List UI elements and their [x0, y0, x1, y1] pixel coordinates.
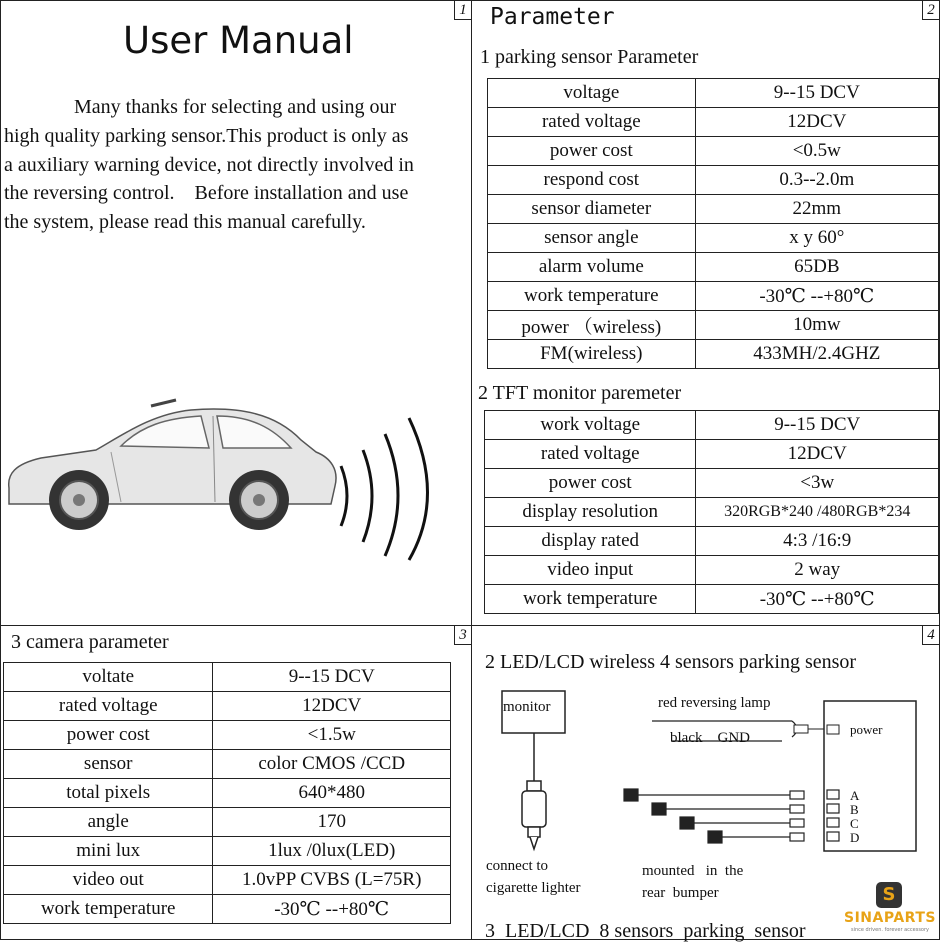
panel-user-manual	[0, 0, 472, 626]
table-row	[485, 585, 939, 614]
brand-tagline: since driven. forever accessory	[850, 927, 930, 933]
param-name-cell: work temperature	[485, 585, 696, 614]
cigarette-lighter-icon	[522, 781, 546, 849]
param-name-cell: rated voltage	[488, 108, 696, 137]
param-value-cell: 9--15 DCV	[695, 79, 938, 108]
table-row	[4, 895, 451, 924]
panel-number: 1	[454, 1, 471, 20]
param-value-cell: 9--15 DCV	[213, 663, 451, 692]
param-value-cell: -30℃ --+80℃	[213, 895, 451, 924]
panel-camera	[0, 625, 472, 940]
param-name-cell: alarm volume	[488, 253, 696, 282]
black-wire-label: black GND	[670, 730, 750, 746]
param-name-cell: sensor	[4, 750, 213, 779]
monitor-label: monitor	[503, 699, 551, 715]
param-value-cell: 1.0vPP CVBS (L=75R)	[213, 866, 451, 895]
param-name-cell: respond cost	[488, 166, 696, 195]
port-label: D	[850, 830, 860, 845]
intro-line: high quality parking sensor.This product is only as	[4, 125, 409, 147]
param-name-cell: total pixels	[4, 779, 213, 808]
param-name-cell: power cost	[485, 469, 696, 498]
param-value-cell: <0.5w	[695, 137, 938, 166]
section-title: 3 camera parameter	[11, 631, 169, 653]
param-name-cell: sensor angle	[488, 224, 696, 253]
table-row	[4, 692, 451, 721]
param-name-cell: power cost	[4, 721, 213, 750]
section-title: 1 parking sensor Parameter	[480, 46, 699, 68]
bumper-label: mounted in the	[642, 863, 744, 879]
table-row	[4, 779, 451, 808]
port-label: C	[850, 816, 859, 831]
table-row	[485, 440, 939, 469]
panel-number: 3	[454, 626, 471, 645]
lighter-label: connect to	[486, 858, 549, 874]
page-title: User Manual	[123, 19, 354, 62]
param-value-cell: 10mw	[695, 311, 938, 340]
table-row	[488, 166, 939, 195]
param-name-cell: work temperature	[488, 282, 696, 311]
section-title: 2 LED/LCD wireless 4 sensors parking sensor	[485, 651, 857, 673]
bumper-label: rear bumper	[642, 885, 719, 901]
param-name-cell: sensor diameter	[488, 195, 696, 224]
port-label: A	[850, 788, 860, 803]
param-name-cell: rated voltage	[485, 440, 696, 469]
logo-icon: S	[876, 882, 902, 908]
param-name-cell: display rated	[485, 527, 696, 556]
section-title: 2 TFT monitor paremeter	[478, 382, 682, 404]
table-row	[4, 808, 451, 837]
table-row	[4, 750, 451, 779]
param-name-cell: voltate	[4, 663, 213, 692]
table-row	[488, 282, 939, 311]
table-row	[485, 556, 939, 585]
table-row	[4, 866, 451, 895]
port-label: B	[850, 802, 859, 817]
intro-line: Many thanks for selecting and using our	[74, 96, 397, 118]
intro-line: the system, please read this manual carefully.	[4, 211, 366, 233]
param-value-cell: 640*480	[213, 779, 451, 808]
param-name-cell: work temperature	[4, 895, 213, 924]
param-value-cell: 9--15 DCV	[696, 411, 939, 440]
power-label: power	[850, 722, 883, 737]
table-row	[488, 137, 939, 166]
param-name-cell: video out	[4, 866, 213, 895]
param-name-cell: display resolution	[485, 498, 696, 527]
intro-line: the reversing control. Before installation and use	[4, 182, 409, 204]
panel-number: 2	[922, 1, 939, 20]
param-value-cell: 2 way	[696, 556, 939, 585]
param-value-cell: color CMOS /CCD	[213, 750, 451, 779]
camera-table	[3, 662, 451, 924]
param-value-cell: 12DCV	[213, 692, 451, 721]
param-value-cell: 65DB	[695, 253, 938, 282]
brand-name: SINAPARTS	[844, 910, 936, 926]
car-icon	[9, 400, 336, 530]
param-value-cell: 320RGB*240 /480RGB*234	[696, 498, 939, 527]
param-name-cell: work voltage	[485, 411, 696, 440]
table-row	[488, 311, 939, 340]
param-value-cell: -30℃ --+80℃	[695, 282, 938, 311]
table-row	[485, 411, 939, 440]
sinaparts-watermark	[843, 880, 937, 936]
tft-monitor-table	[484, 410, 939, 614]
param-value-cell: 0.3--2.0m	[695, 166, 938, 195]
table-row	[4, 663, 451, 692]
param-name-cell: angle	[4, 808, 213, 837]
table-row	[488, 224, 939, 253]
param-value-cell: 12DCV	[696, 440, 939, 469]
param-name-cell: power （wireless)	[488, 311, 696, 340]
param-value-cell: 170	[213, 808, 451, 837]
car-with-sensor-waves-illustration	[1, 396, 471, 566]
panel-parameter	[471, 0, 940, 626]
param-value-cell: <3w	[696, 469, 939, 498]
table-row	[485, 469, 939, 498]
param-value-cell: -30℃ --+80℃	[696, 585, 939, 614]
table-row	[485, 527, 939, 556]
table-row	[488, 340, 939, 369]
table-row	[488, 79, 939, 108]
table-row	[4, 837, 451, 866]
section-heading: Parameter	[490, 4, 615, 30]
table-row	[488, 108, 939, 137]
param-name-cell: voltage	[488, 79, 696, 108]
param-value-cell: 22mm	[695, 195, 938, 224]
param-value-cell: 433MH/2.4GHZ	[695, 340, 938, 369]
param-name-cell: power cost	[488, 137, 696, 166]
param-value-cell: <1.5w	[213, 721, 451, 750]
param-value-cell: 1lux /0lux(LED)	[213, 837, 451, 866]
parking-sensor-table	[487, 78, 939, 369]
table-row	[485, 498, 939, 527]
lighter-label: cigarette lighter	[486, 880, 581, 896]
param-name-cell: video input	[485, 556, 696, 585]
param-value-cell: 12DCV	[695, 108, 938, 137]
red-wire-label: red reversing lamp	[658, 695, 771, 711]
sensor-waves-icon	[341, 418, 428, 560]
param-value-cell: 4:3 /16:9	[696, 527, 939, 556]
section-title: 3 LED/LCD 8 sensors parking sensor	[485, 920, 806, 942]
param-name-cell: FM(wireless)	[488, 340, 696, 369]
param-name-cell: rated voltage	[4, 692, 213, 721]
table-row	[488, 253, 939, 282]
table-row	[4, 721, 451, 750]
sensor-icons	[624, 789, 839, 843]
param-name-cell: mini lux	[4, 837, 213, 866]
table-row	[488, 195, 939, 224]
param-value-cell: x y 60°	[695, 224, 938, 253]
panel-number: 4	[922, 626, 939, 645]
intro-line: a auxiliary warning device, not directly involved in	[4, 154, 414, 176]
